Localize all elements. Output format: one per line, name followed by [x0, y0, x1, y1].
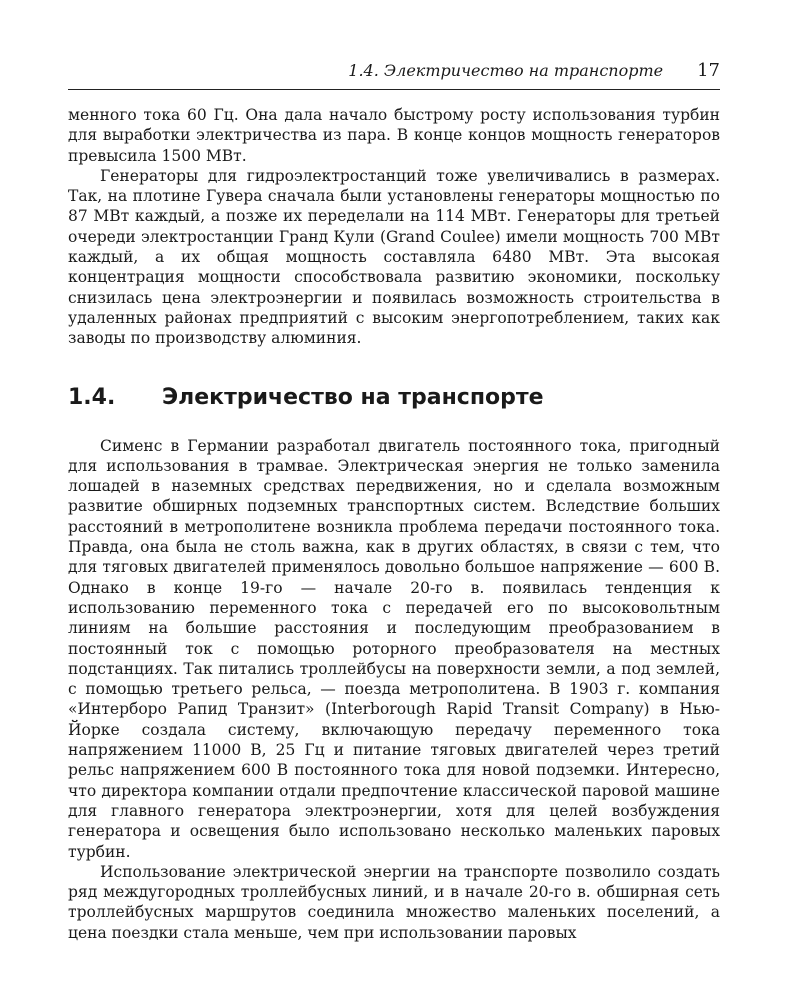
header-rule: [68, 89, 720, 90]
section-heading: [68, 385, 720, 410]
page-content: [68, 105, 720, 943]
running-header: [68, 60, 720, 84]
paragraph: Сименс в Германии разработал двигатель постоянного тока, пригодный для использования в трамвае. Электрическая энергия не только заменила лошадей в наземных средствах передвижения, но и сделала возможным развитие обширных подземных транспортных систем. Вследствие больших расстояний в метрополитене возникла проблема передачи постоянного тока. Правда, она была не столь важна, как в других областях, в связи с тем, что для тяговых двигателей применялось довольно большое напряжение — 600 В. Однако в конце 19-го — начале 20-го в. появилась тенденция к использованию переменного тока с передачей его по высоковольтным линиям на большие расстояния и последующим преобразованием в постоянный ток с помощью роторного преобразователя на местных подстанциях. Так питались троллейбусы на поверхности земли, а под землей, с помощью третьего рельса, — поезда метрополитена. В 1903 г. компания «Интерборо Рапид Транзит» (Interborough Rapid Transit Company) в Нью-Йорке создала систему, включающую передачу переменного тока напряжением 11000 В, 25 Гц и питание тяговых двигателей через третий рельс напряжением 600 В постоянного тока для новой подземки. Интересно, что директора компании отдали предпочтение классической паровой машине для главного генератора электроэнергии, хотя для целей возбуждения генератора и освещения было использовано несколько маленьких паровых турбин.: [68, 436, 720, 861]
page-number: 17: [697, 60, 720, 81]
book-page: [68, 0, 720, 1000]
paragraph: менного тока 60 Гц. Она дала начало быстрому росту использования турбин для выработки электричества из пара. В конце концов мощность генераторов превысила 1500 МВт.: [68, 106, 720, 165]
paragraph: Использование электрической энергии на транспорте позволило создать ряд междугородных троллейбусных линий, и в начале 20-го в. обширная сеть троллейбусных маршрутов соединила множество маленьких поселений, а цена поездки стала меньше, чем при использовании паровых: [68, 862, 720, 942]
section-title: Электричество на транспорте: [162, 384, 544, 410]
paragraph: Генераторы для гидроэлектростанций тоже увеличивались в размерах. Так, на плотине Гувера сначала были установлены генераторы мощностью по 87 МВт каждый, а позже их переделали на 114 МВт. Генераторы для третьей очереди электростанции Гранд Кули (Grand Coulee) имели мощность 700 МВт каждый, а их общая мощность составляла 6480 МВт. Эта высокая концентрация мощности способствовала развитию экономики, поскольку снизилась цена электроэнергии и появилась возможность строительства в удаленных районах предприятий с высоким энергопотреблением, таких как заводы по производству алюминия.: [68, 166, 720, 348]
running-title: 1.4. Электричество на транспорте: [348, 61, 664, 80]
section-number: 1.4.: [68, 384, 116, 410]
